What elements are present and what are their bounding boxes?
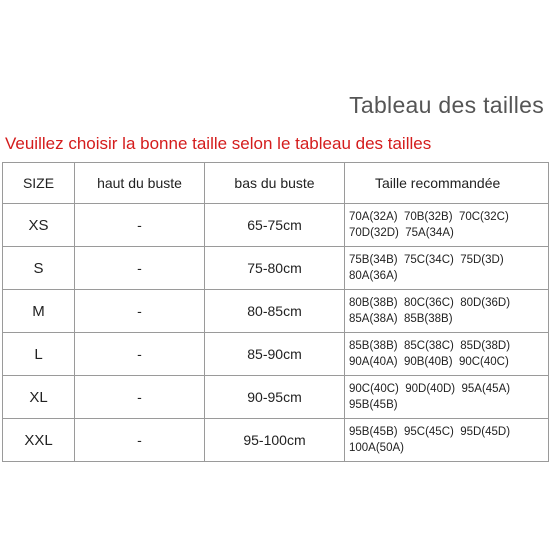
reco-line: 85B(38B) 85C(38C) 85D(38D) <box>349 340 511 352</box>
size-chart-table <box>2 162 549 462</box>
page-title: Tableau des tailles <box>349 92 544 118</box>
recommended-cell <box>345 419 549 462</box>
reco-line: 80A(36A) <box>349 270 398 282</box>
lower-bust-cell: 80-85cm <box>205 290 345 333</box>
recommended-cell <box>345 376 549 419</box>
blank-header-area <box>0 0 550 70</box>
upper-bust-cell: - <box>75 333 205 376</box>
reco-line: 70A(32A) 70B(32B) 70C(32C) <box>349 211 509 223</box>
header-upper-bust: haut du buste <box>75 163 205 204</box>
upper-bust-cell: - <box>75 376 205 419</box>
recommended-cell <box>345 290 549 333</box>
upper-bust-cell: - <box>75 419 205 462</box>
header-lower-bust: bas du buste <box>205 163 345 204</box>
recommended-cell <box>345 247 549 290</box>
upper-bust-cell: - <box>75 204 205 247</box>
reco-line: 85A(38A) 85B(38B) <box>349 313 453 325</box>
reco-line: 100A(50A) <box>349 442 404 454</box>
reco-line: 70D(32D) 75A(34A) <box>349 227 454 239</box>
recommended-cell <box>345 204 549 247</box>
size-cell: S <box>3 247 75 290</box>
size-cell: XXL <box>3 419 75 462</box>
table-row <box>3 333 549 376</box>
table-row <box>3 247 549 290</box>
lower-bust-cell: 65-75cm <box>205 204 345 247</box>
header-size: SIZE <box>3 163 75 204</box>
reco-line: 90A(40A) 90B(40B) 90C(40C) <box>349 356 509 368</box>
reco-line: 90C(40C) 90D(40D) 95A(45A) <box>349 383 511 395</box>
upper-bust-cell: - <box>75 290 205 333</box>
table-row <box>3 204 549 247</box>
recommended-cell <box>345 333 549 376</box>
lower-bust-cell: 90-95cm <box>205 376 345 419</box>
size-cell: M <box>3 290 75 333</box>
reco-line: 75B(34B) 75C(34C) 75D(3D) <box>349 254 504 266</box>
table-header-row <box>3 163 549 204</box>
reco-line: 95B(45B) 95C(45C) 95D(45D) <box>349 426 511 438</box>
reco-line: 80B(38B) 80C(36C) 80D(36D) <box>349 297 511 309</box>
size-cell: XL <box>3 376 75 419</box>
page-subtitle: Veuillez choisir la bonne taille selon le tableau des tailles <box>5 134 432 153</box>
lower-bust-cell: 75-80cm <box>205 247 345 290</box>
lower-bust-cell: 95-100cm <box>205 419 345 462</box>
table-row <box>3 419 549 462</box>
upper-bust-cell: - <box>75 247 205 290</box>
header-recommended-size: Taille recommandée <box>345 163 549 204</box>
size-cell: L <box>3 333 75 376</box>
size-cell: XS <box>3 204 75 247</box>
table-row <box>3 290 549 333</box>
reco-line: 95B(45B) <box>349 399 398 411</box>
lower-bust-cell: 85-90cm <box>205 333 345 376</box>
table-row <box>3 376 549 419</box>
